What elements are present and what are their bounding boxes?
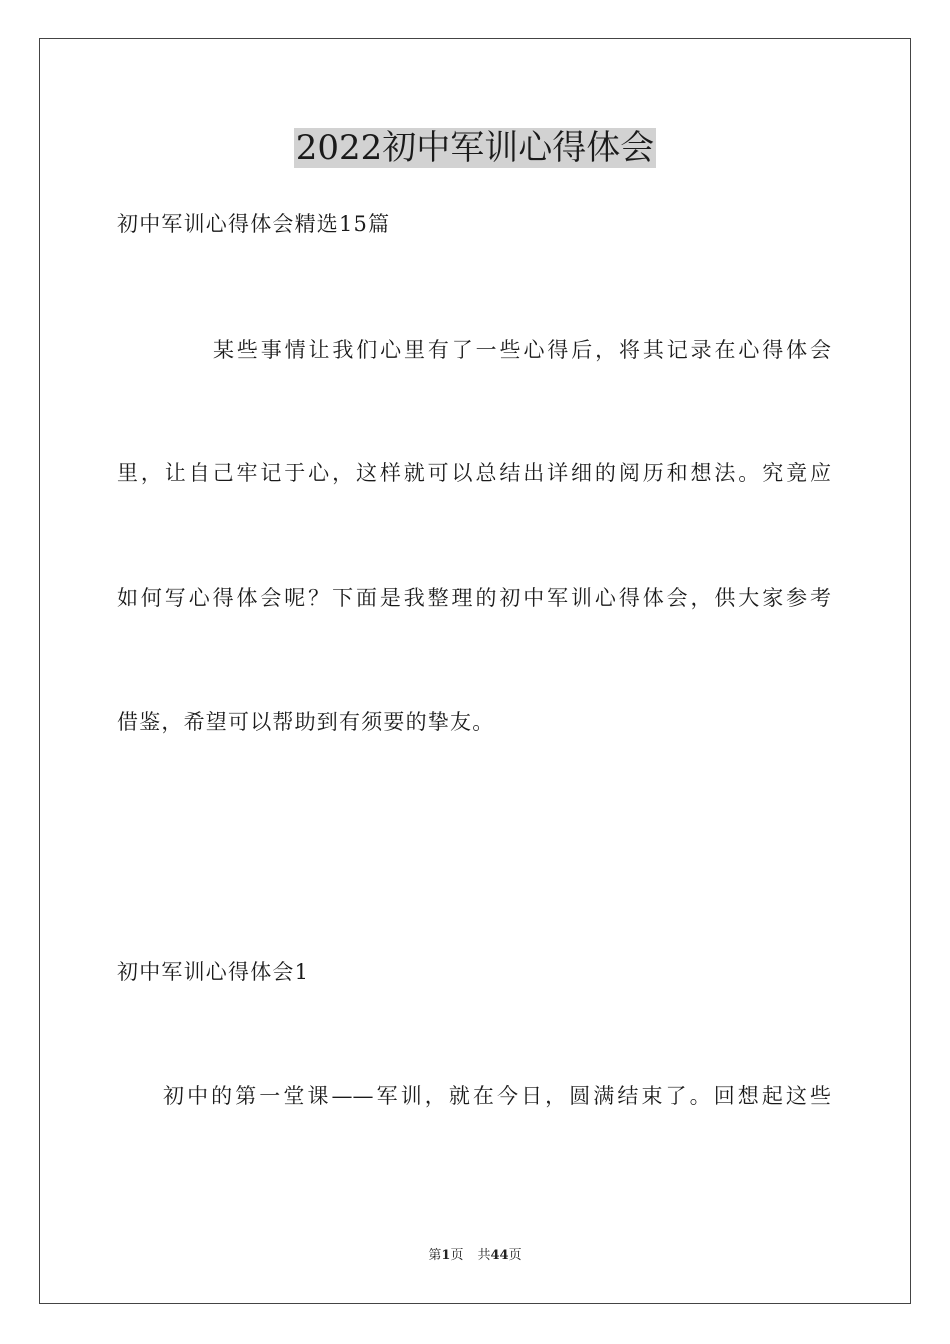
document-title-text: 2022初中军训心得体会 <box>295 128 655 168</box>
footer-page-number: 1 <box>441 1248 451 1263</box>
footer-page-prefix: 第 <box>428 1248 442 1263</box>
intro-line-4: 借鉴，希望可以帮助到有须要的挚友。 <box>117 710 495 734</box>
section-heading: 初中军训心得体会1 <box>117 960 310 984</box>
intro-line-2: 里，让自己牢记于心，这样就可以总结出详细的阅历和想法。究竟应 <box>117 461 831 485</box>
footer-total-suffix: 页 <box>508 1248 522 1263</box>
section-first-line: 初中的第一堂课——军训，就在今日，圆满结束了。回想起这些 <box>163 1084 831 1108</box>
document-subtitle: 初中军训心得体会精选15篇 <box>117 212 391 236</box>
footer-total-pages: 44 <box>490 1248 509 1263</box>
intro-line-1: 某些事情让我们心里有了一些心得后，将其记录在心得体会 <box>213 338 831 362</box>
footer-page-suffix: 页 <box>450 1248 464 1263</box>
footer-total-prefix: 共 <box>477 1248 491 1263</box>
intro-line-3: 如何写心得体会呢？下面是我整理的初中军训心得体会，供大家参考 <box>117 586 831 610</box>
document-title <box>0 124 950 172</box>
page-footer <box>0 1246 950 1266</box>
